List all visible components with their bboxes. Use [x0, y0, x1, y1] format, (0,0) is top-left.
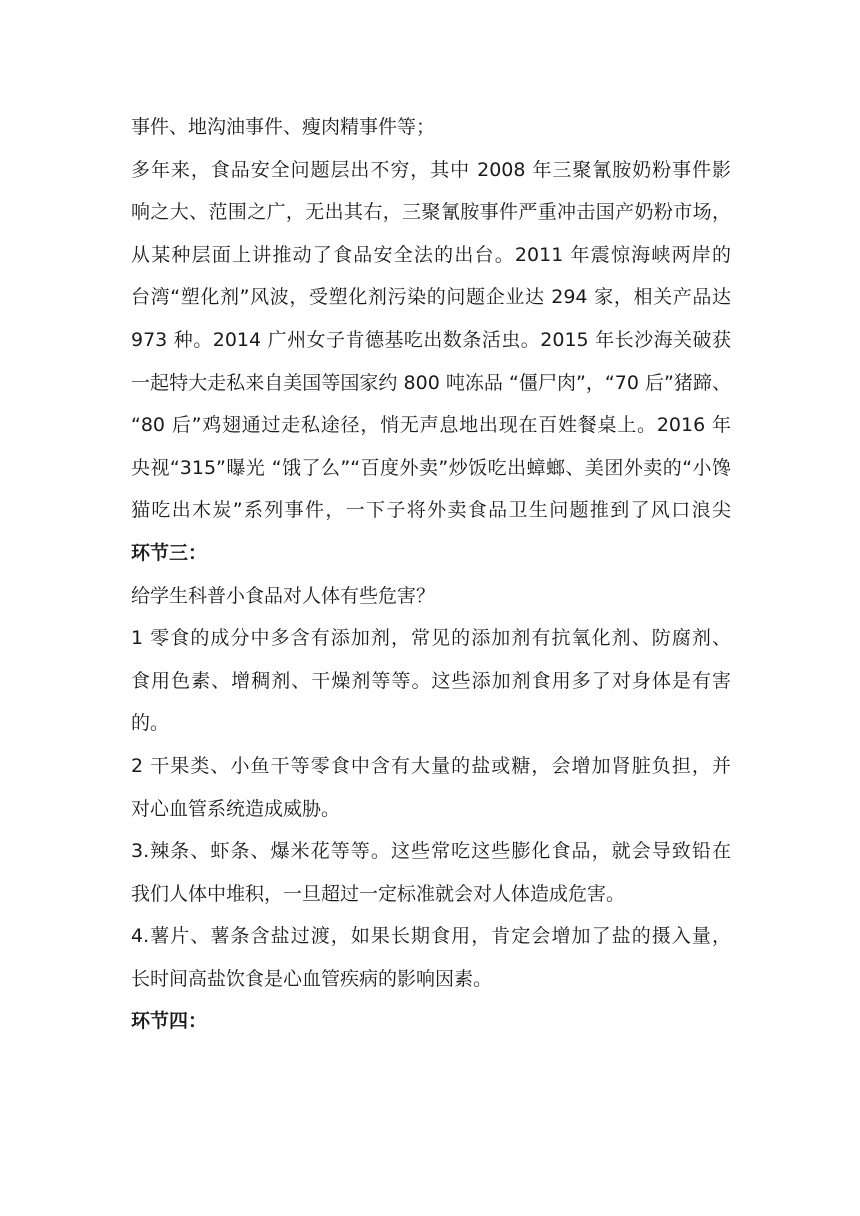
text-line: 我们人体中堆积，一旦超过一定标准就会对人体造成危害。: [131, 882, 626, 905]
section-heading: 环节四：: [131, 1010, 208, 1033]
text-line: 事件、地沟油事件、瘦肉精事件等；: [131, 116, 436, 138]
text-line: 一起特大走私来自美国等国家约 800 吨冻品 “僵尸肉”，“70 后”猪蹄、: [131, 371, 731, 394]
text-line: 多年来，食品安全问题层出不穷，其中 2008 年三聚氰胺奶粉事件影: [131, 158, 731, 181]
text-line: 响之大、范围之广，无出其右，三聚氰胺事件严重冲击国产奶粉市场，: [131, 201, 731, 224]
text-line: 食用色素、增稠剂、干燥剂等等。这些添加剂食用多了对身体是有害: [131, 669, 731, 692]
text-line: “80 后”鸡翅通过走私途径，悄无声息地出现在百姓餐桌上。2016 年: [131, 414, 731, 437]
text-line: 猫吃出木炭”系列事件，一下子将外卖食品卫生问题推到了风口浪尖: [131, 499, 731, 522]
section-heading: 环节三：: [131, 541, 208, 564]
document-body: [131, 106, 731, 1043]
text-line: 长时间高盐饮食是心血管疾病的影响因素。: [131, 967, 493, 990]
text-line: 从某种层面上讲推动了食品安全法的出台。2011 年震惊海峡两岸的: [131, 243, 731, 266]
text-line: 2 干果类、小鱼干等零食中含有大量的盐或糖，会增加肾脏负担，并: [131, 754, 731, 777]
text-line: 台湾“塑化剂”风波，受塑化剂污染的问题企业达 294 家，相关产品达: [131, 286, 731, 309]
text-line: 的。: [131, 712, 170, 735]
text-line: 对心血管系统造成威胁。: [131, 797, 341, 820]
text-line: 给学生科普小食品对人体有些危害？: [131, 584, 436, 607]
text-line: 973 种。2014 广州女子肯德基吃出数条活虫。2015 年长沙海关破获: [131, 328, 731, 351]
text-line: 4.薯片、薯条含盐过渡，如果长期食用，肯定会增加了盐的摄入量，: [131, 925, 731, 948]
text-line: 1 零食的成分中多含有添加剂，常见的添加剂有抗氧化剂、防腐剂、: [131, 627, 731, 650]
text-line: 3.辣条、虾条、爆米花等等。这些常吃这些膨化食品，就会导致铅在: [131, 840, 731, 863]
text-line: 央视“315”曝光 “饿了么”“百度外卖”炒饭吃出蟑螂、美团外卖的“小馋: [131, 456, 731, 479]
